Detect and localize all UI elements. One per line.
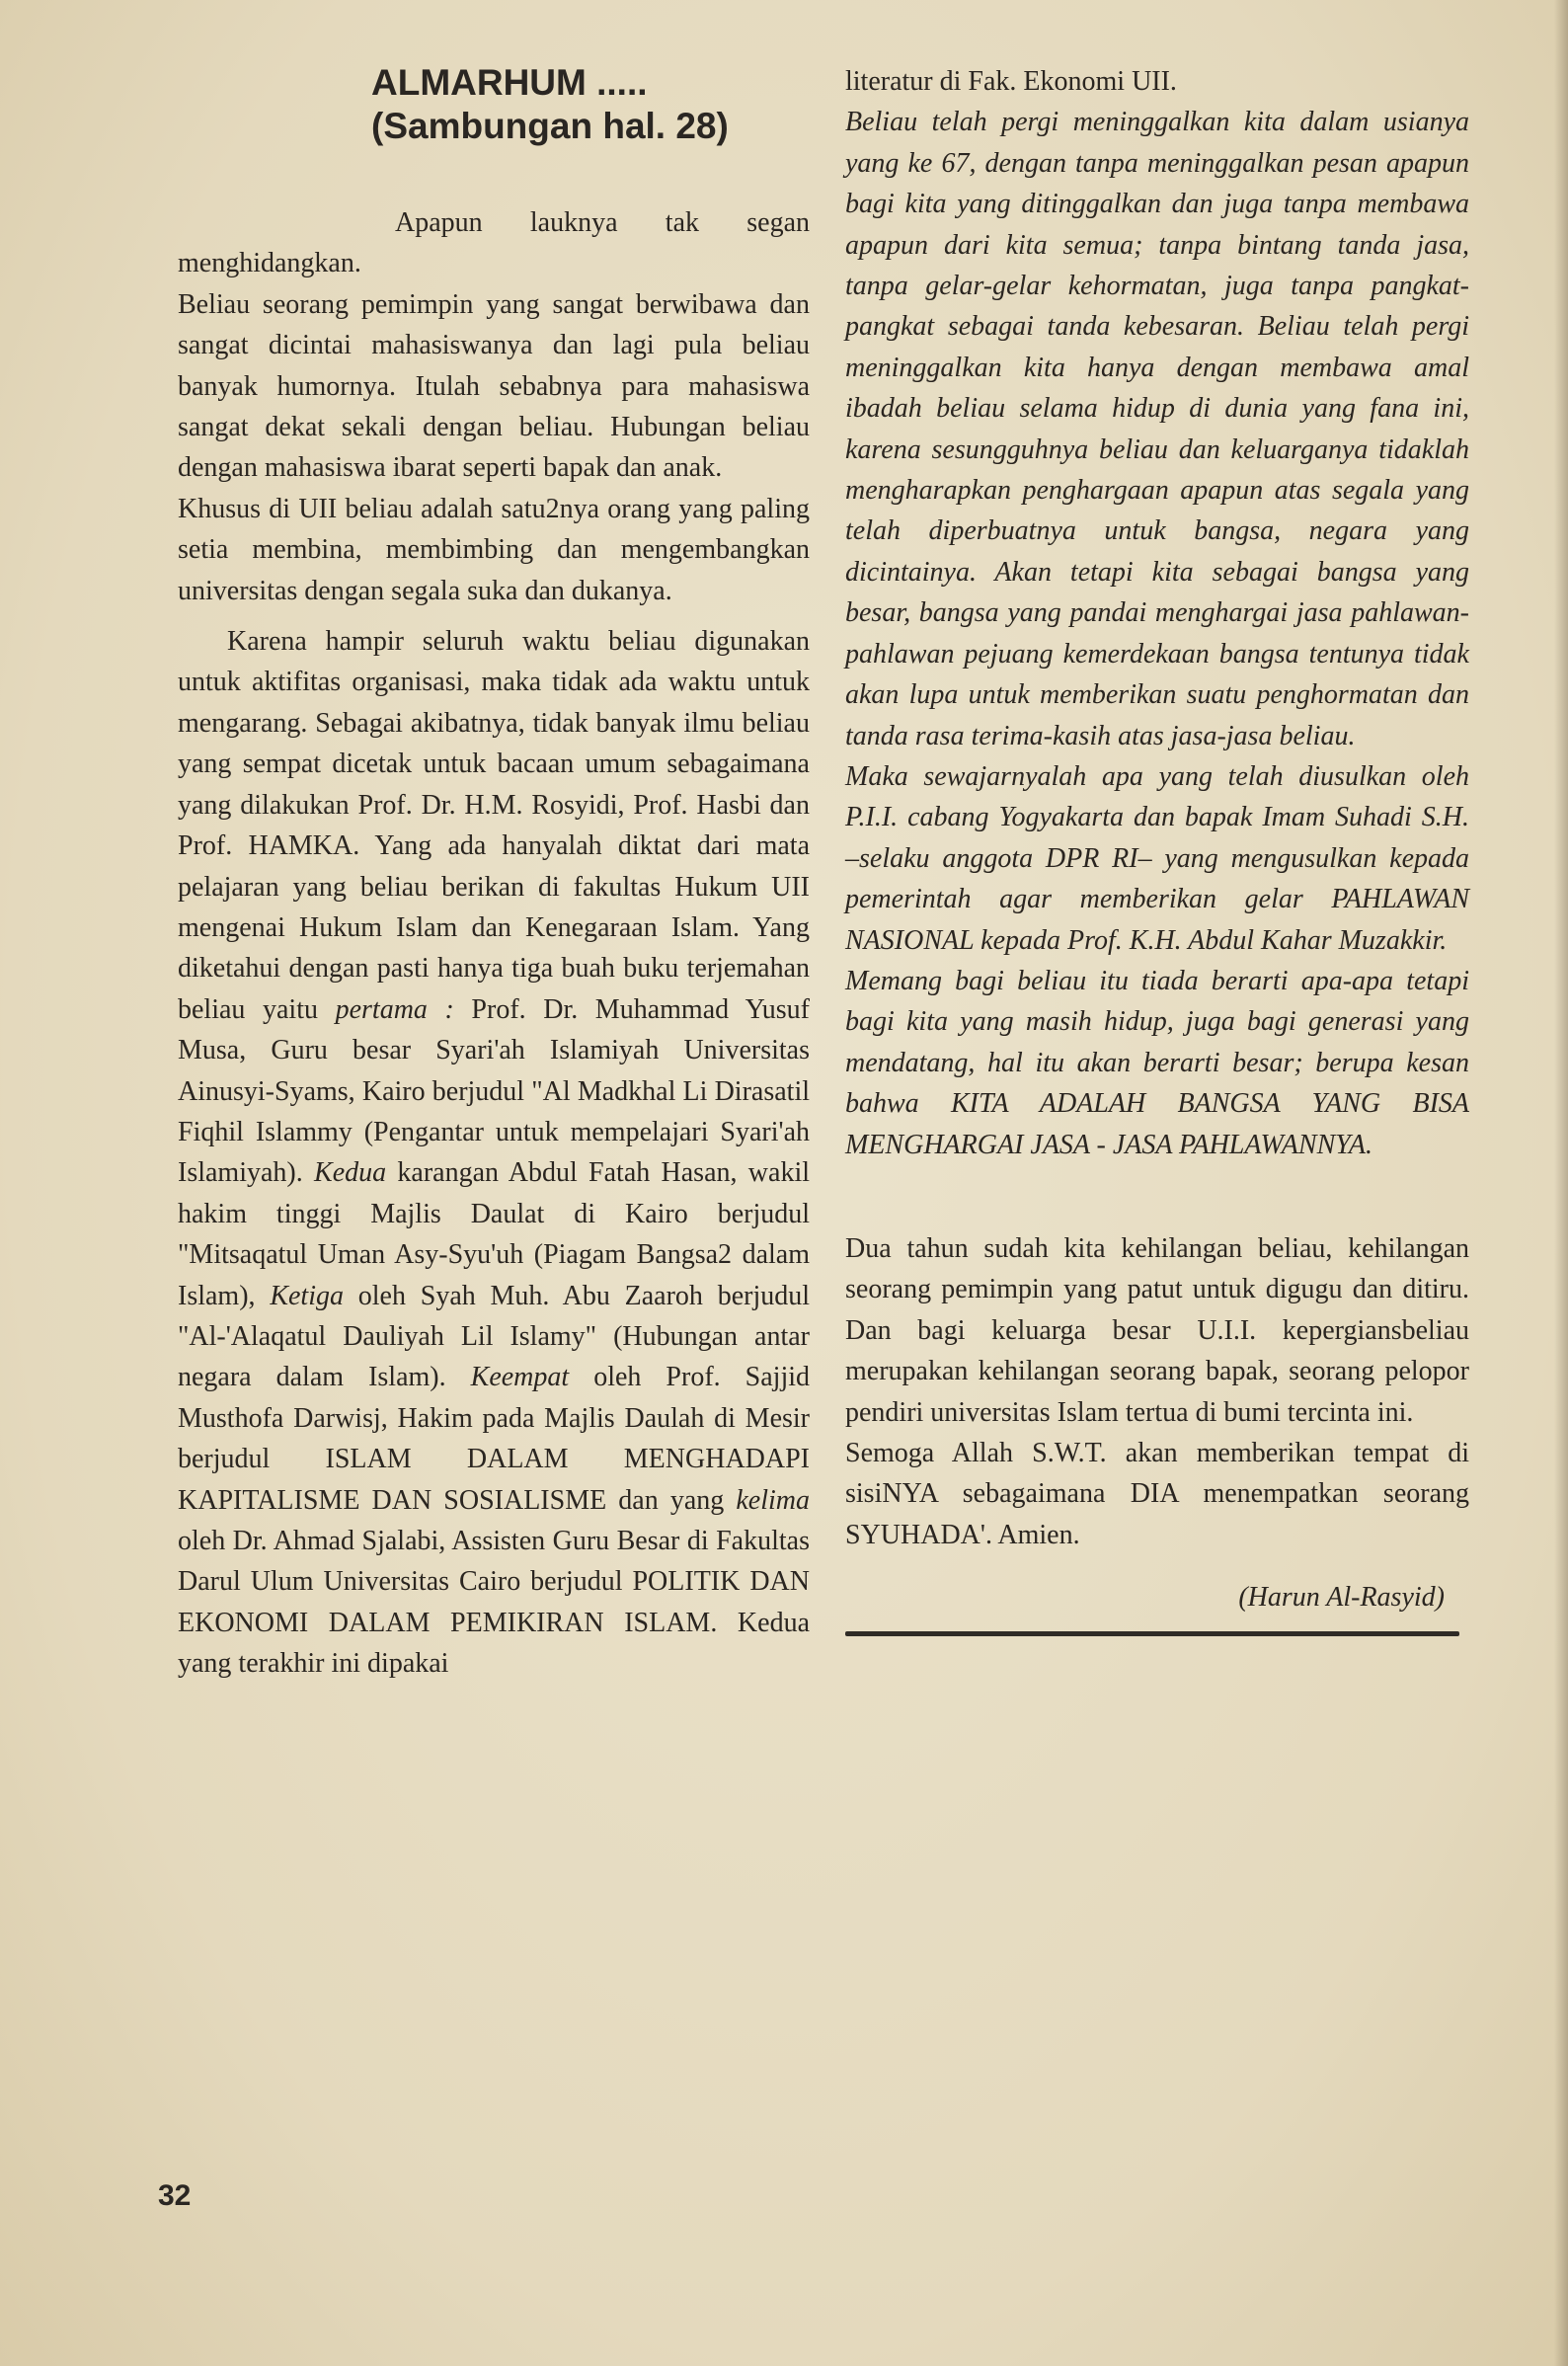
right-column <box>845 61 1469 1636</box>
right-paragraph-4: Memang bagi beliau itu tiada berarti apa-apa tetapi bagi kita yang masih hidup, juga bagi generasi yang mendatang, hal itu akan berarti besar; berupa kesan bahwa KITA ADALAH BANGSA YANG BISA MENGHARGAI JASA - JASA PAHLAWANNYA. <box>845 965 1469 1160</box>
right-paragraph-2: Beliau telah pergi meninggalkan kita dalam usianya yang ke 67, dengan tanpa meninggalkan pesan apapun bagi kita yang ditinggalkan dan juga tanpa membawa apapun dari kita semua; tanpa bintang tanda jasa, tanpa gelar-gelar kehormatan, juga tanpa pangkat-pangkat sebagai tanda kebesaran. Beliau telah pergi meninggalkan kita hanya dengan membawa amal ibadah beliau selama hidup di dunia yang fana ini, karena sesungguhnya beliau dan keluarganya tidaklah mengharapkan penghargaan apapun atas segala yang telah diperbuatnya untuk bangsa, negara yang dicintainya. Akan tetapi kita sebagai bangsa yang besar, bangsa yang pandai menghargai jasa pahlawan-pahlawan pejuang kemerdekaan bangsa tentunya tidak akan lupa untuk memberikan suatu penghormatan dan tanda rasa terima-kasih atas jasa-jasa beliau. <box>845 107 1469 751</box>
paragraph-2: Beliau seorang pemimpin yang sangat berwibawa dan sangat dicintai mahasiswanya dan lagi pula beliau banyak humornya. Itulah sebabnya para mahasiswa sangat dekat sekali dengan beliau. Hubungan beliau dengan mahasiswa ibarat seperti bapak dan anak. <box>178 288 810 484</box>
end-rule <box>845 1631 1459 1636</box>
right-paragraph-1: literatur di Fak. Ekonomi UII. <box>845 66 1177 97</box>
ketiga-label: Ketiga <box>270 1280 344 1311</box>
book-2-text: karangan Abdul Fatah Hasan, wakil hakim tinggi Majlis Daulat di Kairo berjudul "Mitsaqatul Uman Asy-Syu'uh (Piagam Bangsa2 dalam Islam), <box>178 1157 810 1311</box>
paragraph-3: Khusus di UII beliau adalah satu2nya orang yang paling setia membina, membimbing dan mengembangkan universitas dengan segala suka dan dukanya. <box>178 493 810 606</box>
book-5-text: oleh Dr. Ahmad Sjalabi, Assisten Guru Besar di Fakultas Darul Ulum Universitas Cairo berjudul POLITIK DAN EKONOMI DALAM PEMIKIRAN ISLAM. Kedua yang terakhir ini dipakai <box>178 1526 810 1680</box>
paragraph-4-text: Karena hampir seluruh waktu beliau digunakan untuk aktifitas organisasi, maka tidak ada waktu untuk mengarang. Sebagai akibatnya, tidak banyak ilmu beliau yang sempat dicetak untuk bacaan umum sebagaimana yang dilakukan Prof. Dr. H.M. Rosyidi, Prof. Hasbi dan Prof. HAMKA. Yang ada hanyalah diktat dari mata pelajaran yang beliau berikan di fakultas Hukum UII mengenai Hukum Islam dan Kenegaraan Islam. Yang diketahui dengan pasti hanya tiga buah buku terjemahan beliau yaitu <box>178 626 810 1025</box>
paragraph-1: Apapun lauknya tak segan menghidangkan. <box>178 207 810 279</box>
keempat-label: Keempat <box>470 1362 570 1393</box>
book-1-text: Prof. Dr. Muhammad Yusuf Musa, Guru besar Syari'ah Islamiyah Universitas Ainusyi-Syams, Kairo berjudul "Al Madkhal Li Dirasatil Fiqhil Islammy (Pengantar untuk mempelajari Syari'ah Islamiyah). <box>178 993 811 1189</box>
spacer <box>845 1165 1469 1228</box>
page-edge-shadow <box>1554 0 1568 2366</box>
title-line-2: (Sambungan hal. 28) <box>371 106 729 146</box>
kelima-label: kelima <box>736 1484 810 1516</box>
kedua-label: Kedua <box>314 1157 387 1189</box>
book-3-text: oleh Syah Muh. Abu Zaaroh berjudul "Al-'Alaqatul Dauliyah Lil Islamy" (Hubungan antar negara dalam Islam). <box>178 1280 811 1393</box>
right-paragraph-6: Semoga Allah S.W.T. akan memberikan tempat di sisiNYA sebagaimana DIA menempatkan seorang SYUHADA'. Amien. <box>845 1438 1469 1550</box>
article-title <box>371 61 810 148</box>
page-number: 32 <box>158 2179 192 2212</box>
title-line-1: ALMARHUM ..... <box>371 62 648 103</box>
right-paragraph-5: Dua tahun sudah kita kehilangan beliau, kehilangan seorang pemimpin yang patut untuk digugu dan ditiru. Dan bagi keluarga besar U.I.I. kepergiansbeliau merupakan kehilangan seorang bapak, seorang pelopor pendiri universitas Islam tertua di bumi tercinta ini. <box>845 1232 1469 1428</box>
author-signature: (Harun Al-Rasyid) <box>1238 1582 1445 1614</box>
book-4-text: oleh Prof. Sajjid Musthofa Darwisj, Hakim pada Majlis Daulah di Mesir berjudul ISLAM DALAM MENGHADAPI KAPITALISME DAN SOSIALISME dan yang <box>178 1362 811 1516</box>
right-paragraph-3: Maka sewajarnyalah apa yang telah diusulkan oleh P.I.I. cabang Yogyakarta dan bapak Imam Suhadi S.H. –selaku anggota DPR RI– yang mengusulkan kepada pemerintah agar memberikan gelar PAHLAWAN NASIONAL kepada Prof. K.H. Abdul Kahar Muzakkir. <box>845 760 1469 956</box>
paragraph-4 <box>178 621 810 1685</box>
left-column <box>178 61 810 1685</box>
pertama-label: pertama : <box>335 993 454 1025</box>
